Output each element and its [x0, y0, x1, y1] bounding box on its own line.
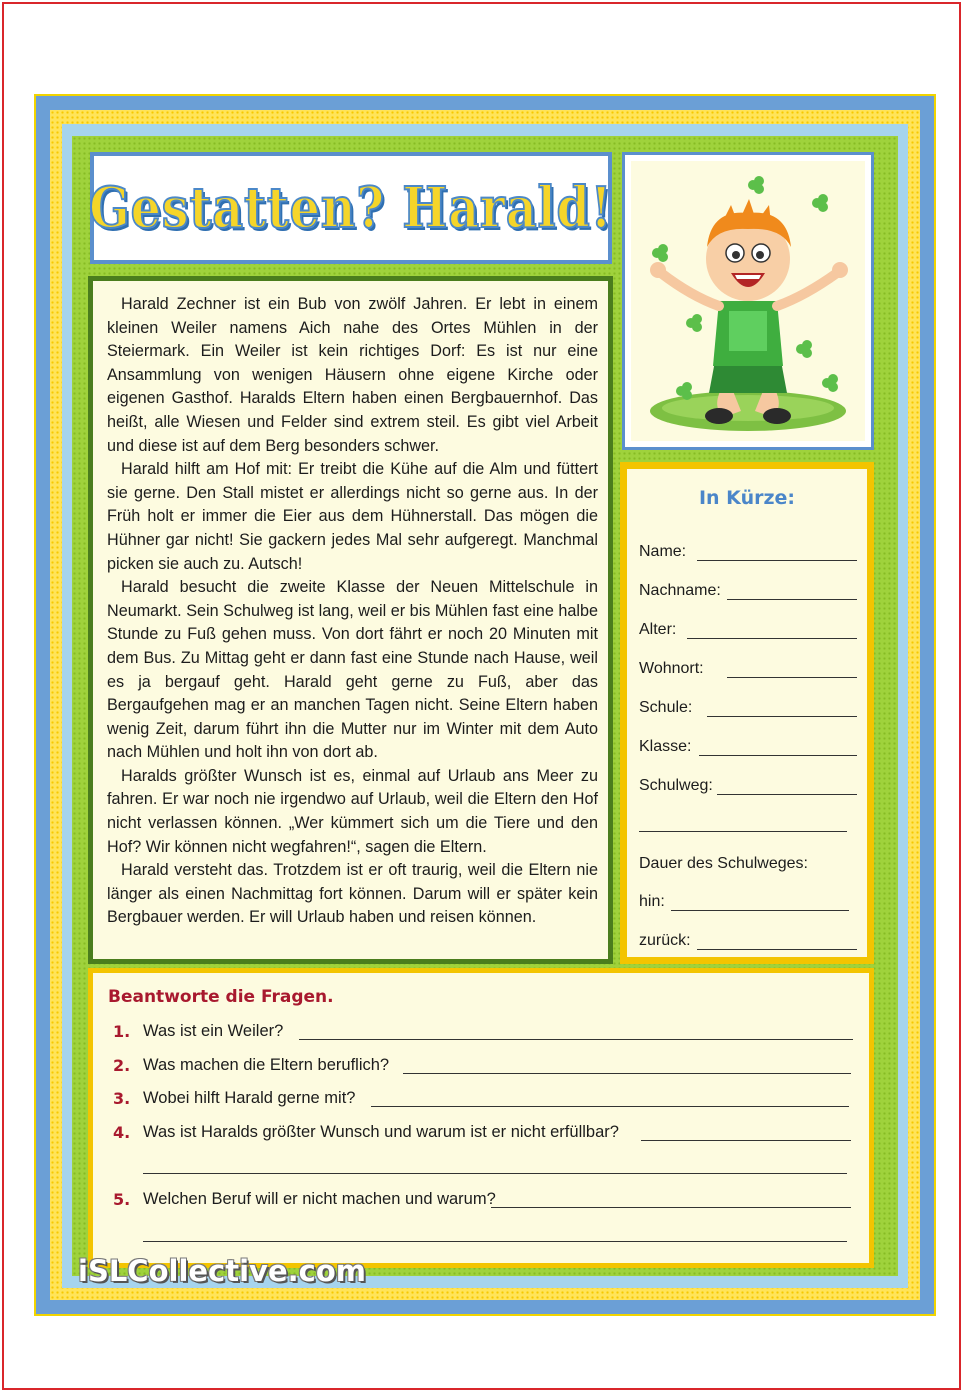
story-paragraph: Harald versteht das. Trotzdem ist er oft traurig, weil die Eltern nie länger als einen Nachmittag fort können. Darum will er später kein Bergbauer werden. Er will Urlaub haben und reisen können.: [107, 861, 598, 927]
questions-box: [88, 968, 874, 1268]
story-paragraph: Haralds größter Wunsch ist es, einmal auf Urlaub ans Meer zu fahren. Er war noch nie irgendwo auf Urlaub, weil die Eltern den Hof nicht verlassen können. „Wer kümmert sich um die Tiere und den Hof? Wir können nicht wegfahren!“, sagen die Eltern.: [107, 766, 598, 856]
question-text: Welchen Beruf will er nicht machen und warum?: [143, 1190, 496, 1208]
watermark: iSLCollective.com: [78, 1254, 366, 1288]
question-number: 4.: [113, 1123, 131, 1142]
question-text: Was machen die Eltern beruflich?: [143, 1056, 390, 1074]
field-label-name: Name:: [639, 543, 687, 560]
answer-line[interactable]: [143, 1173, 847, 1174]
story-box: [88, 276, 613, 964]
field-label-hin: hin:: [639, 893, 665, 910]
questions-panel: [93, 973, 869, 1263]
field-label-alter: Alter:: [639, 621, 677, 638]
title-box: [90, 152, 612, 264]
story-paragraph: Harald besucht die zweite Klasse der Neuen Mittelschule in Neumarkt. Sein Schulweg ist lang, weil er bis Mühlen fast eine halbe Stunde zu Fuß gehen muss. Von dort fährt er noch 20 Minuten mit dem Bus. Zu Mittag geht er dann fast eine Stunde nach Hause, weil es ja bergauf geht. Harald geht gerne zu Fuß, aber das Bergaufgehen mag er an manchen Tagen nicht. Seine Eltern haben wenig Zeit, darum führt ihn die Mutter nur im Winter mit dem Auto nach Mühlen und holt ihn von dort ab.: [107, 578, 598, 762]
answer-line[interactable]: [641, 1140, 851, 1141]
question-text: Wobei hilft Harald gerne mit?: [143, 1089, 356, 1107]
field-label-nachname: Nachname:: [639, 582, 721, 599]
answer-line[interactable]: [371, 1106, 849, 1107]
field-label-zurueck: zurück:: [639, 932, 691, 949]
story-text: [93, 281, 608, 959]
field-line-alter[interactable]: [687, 638, 857, 639]
answer-line[interactable]: [143, 1241, 847, 1242]
answer-line[interactable]: [299, 1039, 853, 1040]
summary-title: In Kürze:: [698, 487, 796, 509]
answer-line[interactable]: [491, 1207, 851, 1208]
illustration-box: [622, 152, 874, 450]
field-label-schulweg: Schulweg:: [639, 777, 713, 794]
field-label-schule: Schule:: [639, 699, 693, 716]
field-line-schule[interactable]: [707, 716, 857, 717]
field-line-schulweg[interactable]: [717, 794, 857, 795]
field-label-dauer: Dauer des Schulweges:: [639, 855, 808, 872]
story-paragraph: Harald hilft am Hof mit: Er treibt die Kühe auf die Alm und füttert sie gerne. Den Stall mistet er allerdings nicht so gerne aus. In der Früh holt er immer die Eier aus dem Hühnerstall. Das mögen die Hühner gar nicht! Sie gackern jedes Mal sehr aufgeregt. Manchmal picken sie auch zu. Autsch!: [107, 460, 598, 573]
field-line-name[interactable]: [697, 560, 857, 561]
page-title: Gestatten? Harald!: [89, 175, 613, 241]
questions-title: Beantworte die Fragen.: [108, 987, 334, 1007]
summary-box: [620, 462, 874, 964]
question-number: 2.: [113, 1056, 131, 1075]
question-number: 3.: [113, 1089, 131, 1108]
field-line-nachname[interactable]: [727, 599, 857, 600]
question-text: Was ist ein Weiler?: [143, 1022, 284, 1040]
question-number: 1.: [113, 1022, 131, 1041]
field-line-zurueck[interactable]: [697, 949, 857, 950]
field-line-wohnort[interactable]: [727, 677, 857, 678]
field-line-klasse[interactable]: [699, 755, 857, 756]
story-paragraph: Harald Zechner ist ein Bub von zwölf Jahren. Er lebt in einem kleinen Weiler namens Aich nahe des Ortes Mühlen in der Steiermark. Ein Weiler ist kein richtiges Dorf: Es ist nur eine Ansammlung von wenigen Häusern ohne eigene Kirche oder eigenen Gasthof. Haralds Eltern haben einen Bergbauernhof. Das heißt, alle Wiesen und Felder sind extrem steil. Es gibt viel Arbeit und diese ist auf dem Berg besonders schwer.: [107, 295, 598, 455]
illustration-area: [631, 161, 865, 441]
answer-line[interactable]: [403, 1073, 851, 1074]
field-label-klasse: Klasse:: [639, 738, 692, 755]
field-line-schulweg-extra[interactable]: [639, 831, 847, 832]
summary-panel: [627, 469, 867, 957]
cartoon-boy-with-clover-icon: [631, 161, 865, 441]
field-line-hin[interactable]: [671, 910, 849, 911]
question-number: 5.: [113, 1190, 131, 1209]
field-label-wohnort: Wohnort:: [639, 660, 704, 677]
question-text: Was ist Haralds größter Wunsch und warum ist er nicht erfüllbar?: [143, 1123, 619, 1141]
